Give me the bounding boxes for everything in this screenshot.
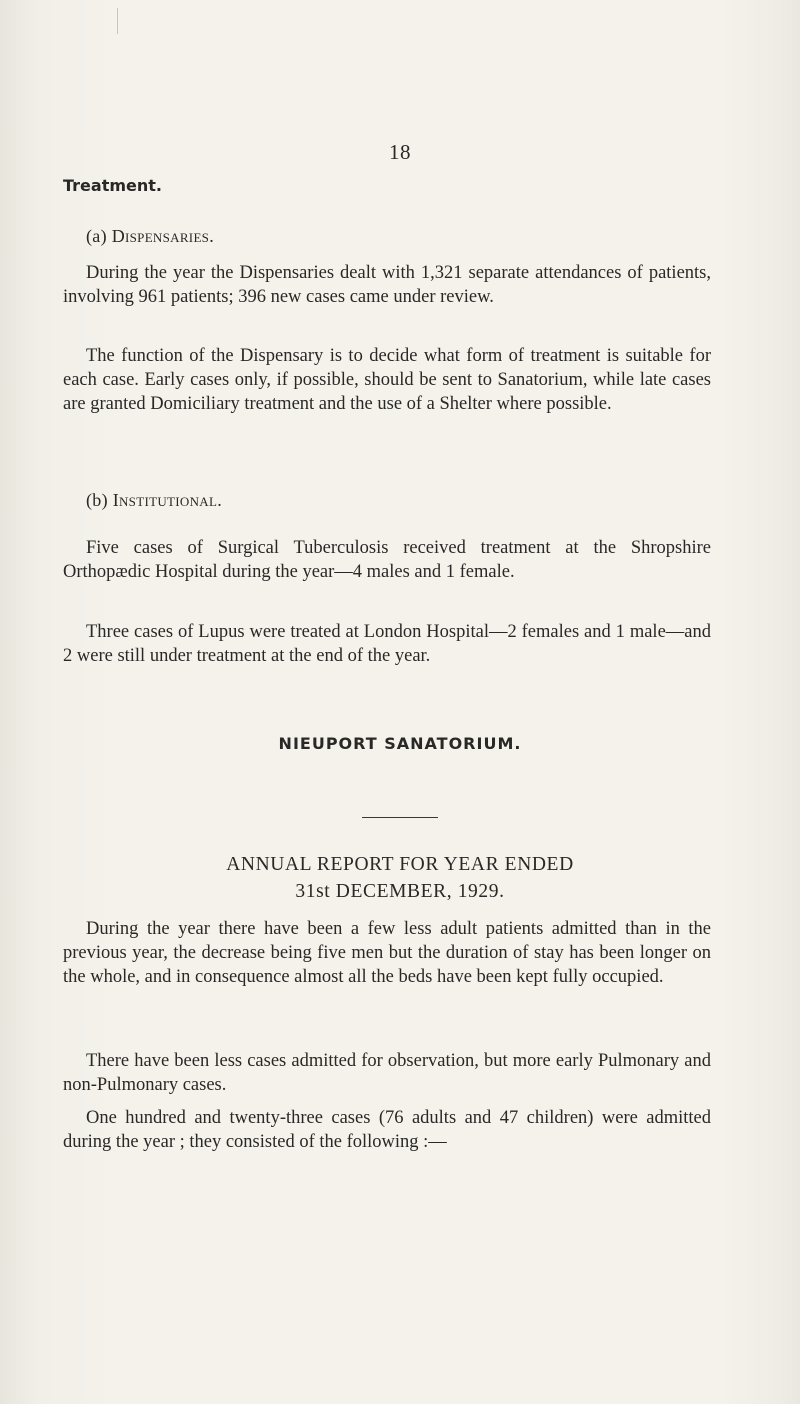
report-title-line-1: ANNUAL REPORT FOR YEAR ENDED: [226, 854, 574, 875]
report-title-line-2: 31st DECEMBER, 1929.: [295, 881, 505, 902]
subheading-institutional: [86, 490, 222, 511]
paragraph-sanatorium-3: One hundred and twenty-three cases (76 adults and 47 children) were admitted during the year ; they consisted of the following :—: [63, 1107, 711, 1152]
divider-rule: [362, 817, 438, 818]
paragraph-sanatorium-2: There have been less cases admitted for observation, but more early Pulmonary and non-Pulmonary cases.: [63, 1050, 711, 1095]
subheading-label: (b): [86, 490, 108, 510]
subheading-title: Institutional.: [112, 490, 222, 510]
section-heading-treatment: Treatment.: [63, 176, 162, 195]
subheading-dispensaries: [86, 226, 214, 247]
margin-mark: [117, 8, 118, 34]
paragraph-institutional-1: Five cases of Surgical Tuberculosis received treatment at the Shropshire Orthopædic Hospital during the year—4 males and 1 female.: [63, 537, 711, 582]
subheading-label: (a): [86, 226, 107, 246]
paragraph-institutional-2: Three cases of Lupus were treated at London Hospital—2 females and 1 male—and 2 were still under treatment at the end of the year.: [63, 621, 711, 666]
subheading-title: Dispensaries.: [111, 226, 215, 246]
paragraph-sanatorium-1: During the year there have been a few less adult patients admitted than in the previous year, the decrease being five men but the duration of stay has been longer on the whole, and in consequence almost all the beds have been kept fully occupied.: [63, 918, 711, 987]
page-number: 18: [389, 140, 411, 164]
paragraph-dispensaries-1: During the year the Dispensaries dealt with 1,321 separate attendances of patients, involving 961 patients; 396 new cases came under review.: [63, 262, 711, 307]
sanatorium-heading: NIEUPORT SANATORIUM.: [278, 734, 522, 753]
paragraph-dispensaries-2: The function of the Dispensary is to decide what form of treatment is suitable for each case. Early cases only, if possible, should be sent to Sanatorium, while late cases are granted Domiciliary treatment and the use of a Shelter where possible.: [63, 345, 711, 414]
